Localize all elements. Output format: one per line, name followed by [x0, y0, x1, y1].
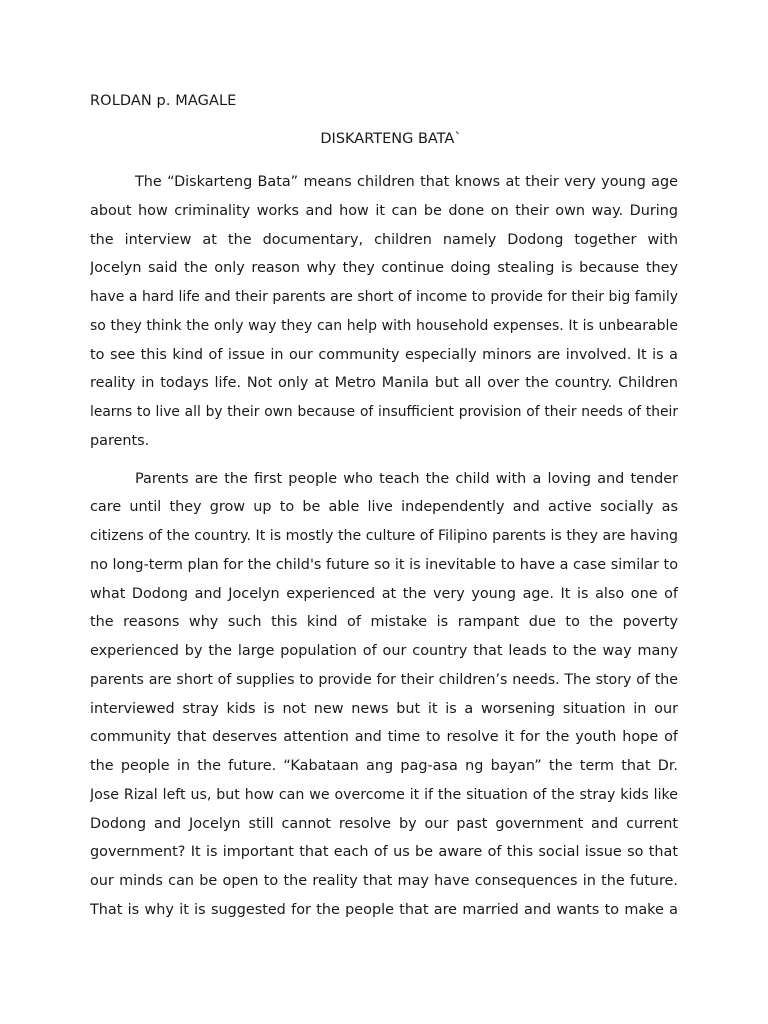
- document-title: [0, 131, 768, 147]
- paragraph-line: That is why it is suggested for the people that are married and wants to make a: [90, 901, 678, 918]
- document-title-text: DISKARTENG BATA`: [320, 131, 462, 147]
- paragraph-line: the reasons why such this kind of mistake is rampant due to the poverty: [90, 614, 678, 631]
- author-name: ROLDAN p. MAGALE: [90, 93, 237, 109]
- paragraph-line: experienced by the large population of our country that leads to the way many: [90, 643, 678, 659]
- paragraph-line: parents.: [90, 432, 150, 449]
- paragraph-line: have a hard life and their parents are short of income to provide for their big family: [90, 289, 678, 305]
- paragraph-line: the people in the future. “Kabataan ang pag-asa ng bayan” the term that Dr.: [90, 758, 678, 774]
- paragraph-line: community that deserves attention and time to resolve it for the youth hope of: [90, 729, 678, 746]
- paragraph-line: no long-term plan for the child's future so it is inevitable to have a case similar to: [90, 556, 678, 573]
- paragraph-1: [90, 168, 678, 456]
- paragraph-line: our minds can be open to the reality that may have consequences in the future.: [90, 873, 678, 889]
- paragraph-line: care until they grow up to be able live independently and active socially as: [90, 499, 678, 516]
- paragraph-2: [90, 465, 678, 925]
- paragraph-line: to see this kind of issue in our community especially minors are involved. It is a: [90, 346, 678, 363]
- paragraph-line: government? It is important that each of us be aware of this social issue so that: [90, 844, 678, 861]
- paragraph-line: the interview at the documentary, children namely Dodong together with: [90, 231, 678, 248]
- paragraph-line: The “Diskarteng Bata” means children that knows at their very young age: [135, 174, 678, 190]
- paragraph-spacing: [90, 456, 678, 465]
- paragraph-line: learns to live all by their own because of insufficient provision of their needs of their: [90, 404, 678, 420]
- paragraph-line: parents are short of supplies to provide for their children’s needs. The story of the: [90, 671, 678, 688]
- paragraph-line: citizens of the country. It is mostly the culture of Filipino parents is they are having: [90, 528, 678, 544]
- paragraph-line: interviewed stray kids is not new news but it is a worsening situation in our: [90, 700, 678, 717]
- paragraph-line: Jose Rizal left us, but how can we overcome it if the situation of the stray kids like: [90, 786, 678, 803]
- paragraph-line: Parents are the first people who teach the child with a loving and tender: [135, 470, 678, 487]
- paragraph-line: what Dodong and Jocelyn experienced at the very young age. It is also one of: [90, 585, 678, 602]
- document-body: [90, 168, 678, 925]
- paragraph-line: Dodong and Jocelyn still cannot resolve by our past government and current: [90, 815, 678, 832]
- paragraph-line: so they think the only way they can help with household expenses. It is unbearable: [90, 317, 678, 334]
- paragraph-line: Jocelyn said the only reason why they continue doing stealing is because they: [90, 260, 678, 277]
- paragraph-line: reality in todays life. Not only at Metro Manila but all over the country. Children: [90, 375, 678, 392]
- paragraph-line: about how criminality works and how it can be done on their own way. During: [90, 202, 678, 219]
